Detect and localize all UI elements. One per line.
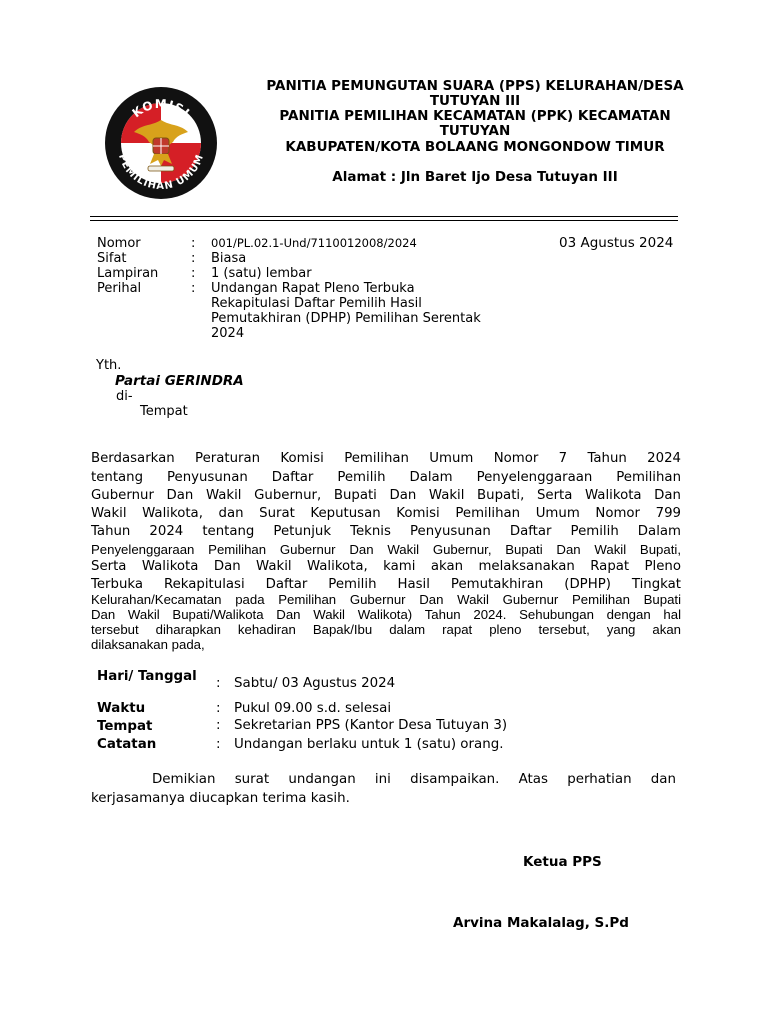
event-label-hari: Hari/ Tanggal <box>97 669 197 684</box>
event-label-tempat: Tempat <box>97 719 153 734</box>
meta-colon: : <box>191 266 196 281</box>
header-line-1: PANITIA PEMUNGUTAN SUARA (PPS) KELURAHAN/DESA <box>266 78 684 94</box>
body-line: dilaksanakan pada, <box>91 637 205 652</box>
event-label-catatan: Catatan <box>97 737 157 752</box>
body-line: Dan Wakil Bupati/Walikota Dan Wakil Walikota) Tahun 2024. Sehubungan dengan hal <box>91 607 681 622</box>
event-value-hari: Sabtu/ 03 Agustus 2024 <box>234 676 396 691</box>
meta-label-nomor: Nomor <box>97 236 141 251</box>
event-value-tempat: Sekretarian PPS (Kantor Desa Tutuyan 3) <box>234 718 508 733</box>
header-line-3: PANITIA PEMILIHAN KECAMATAN (PPK) KECAMATAN <box>279 108 671 124</box>
header-address: Alamat : Jln Baret Ijo Desa Tutuyan III <box>332 169 618 185</box>
event-colon: : <box>216 737 221 752</box>
event-colon: : <box>216 701 221 716</box>
event-value-waktu: Pukul 09.00 s.d. selesai <box>234 701 392 716</box>
meta-value-lampiran: 1 (satu) lembar <box>211 266 312 281</box>
meta-label-perihal: Perihal <box>97 281 142 296</box>
recipient-place: Tempat <box>140 404 188 419</box>
recipient-yth: Yth. <box>96 358 122 373</box>
body-line: Terbuka Rekapitulasi Daftar Pemilih Hasil Pemutakhiran (DPHP) Tingkat <box>91 577 681 592</box>
header-line-5: KABUPATEN/KOTA BOLAANG MONGONDOW TIMUR <box>285 139 665 155</box>
logo-top-text: KOMISI <box>129 96 193 121</box>
meta-value-perihal-1: Undangan Rapat Pleno Terbuka <box>211 281 415 296</box>
logo-bottom-text: PEMILIHAN UMUM <box>115 152 207 193</box>
body-line: Berdasarkan Peraturan Komisi Pemilihan Umum Nomor 7 Tahun 2024 <box>91 451 681 466</box>
letter-date: 03 Agustus 2024 <box>559 235 674 251</box>
recipient-di: di- <box>116 389 133 404</box>
meta-label-lampiran: Lampiran <box>97 266 159 281</box>
meta-value-nomor: 001/PL.02.1-Und/7110012008/2024 <box>211 236 417 250</box>
body-line: Wakil Walikota, dan Surat Keputusan Komisi Pemilihan Umum Nomor 799 <box>91 506 681 521</box>
meta-value-perihal-4: 2024 <box>211 326 245 341</box>
header-divider-thin <box>90 220 678 221</box>
kpu-logo <box>104 86 218 200</box>
closing-line-1: Demikian surat undangan ini disampaikan. Atas perhatian dan <box>152 772 676 787</box>
signature-name: Arvina Makalalag, S.Pd <box>453 915 629 931</box>
body-line: tersebut diharapkan kehadiran Bapak/Ibu dalam rapat pleno tersebut, yang akan <box>91 622 681 637</box>
event-colon: : <box>216 676 221 691</box>
event-label-waktu: Waktu <box>97 701 146 716</box>
signature-title: Ketua PPS <box>523 854 602 870</box>
meta-value-sifat: Biasa <box>211 251 247 266</box>
body-line: Penyelenggaraan Pemilihan Gubernur Dan Wakil Gubernur, Bupati Dan Wakil Bupati, <box>91 542 681 557</box>
meta-colon: : <box>191 281 196 296</box>
body-line: Serta Walikota Dan Wakil Walikota, kami akan melaksanakan Rapat Pleno <box>91 559 681 574</box>
event-value-catatan: Undangan berlaku untuk 1 (satu) orang. <box>234 737 504 752</box>
meta-value-perihal-3: Pemutakhiran (DPHP) Pemilihan Serentak <box>211 311 481 326</box>
meta-label-sifat: Sifat <box>97 251 127 266</box>
body-line: tentang Penyusunan Daftar Pemilih Dalam Penyelenggaraan Pemilihan <box>91 470 681 485</box>
body-line: Gubernur Dan Wakil Gubernur, Bupati Dan Wakil Bupati, Serta Walikota Dan <box>91 488 681 503</box>
header-line-4: TUTUYAN <box>439 123 511 139</box>
closing-line-2: kerjasamanya diucapkan terima kasih. <box>91 791 350 806</box>
meta-colon: : <box>191 236 196 251</box>
meta-colon: : <box>191 251 196 266</box>
header-divider <box>90 216 678 217</box>
body-line: Kelurahan/Kecamatan pada Pemilihan Gubernur Dan Wakil Gubernur Pemilihan Bupati <box>91 592 681 607</box>
recipient-name: Partai GERINDRA <box>115 373 244 389</box>
body-line: Tahun 2024 tentang Petunjuk Teknis Penyusunan Daftar Pemilih Dalam <box>91 524 681 539</box>
event-colon: : <box>216 718 221 733</box>
meta-value-perihal-2: Rekapitulasi Daftar Pemilih Hasil <box>211 296 422 311</box>
header-line-2: TUTUYAN III <box>429 93 521 109</box>
